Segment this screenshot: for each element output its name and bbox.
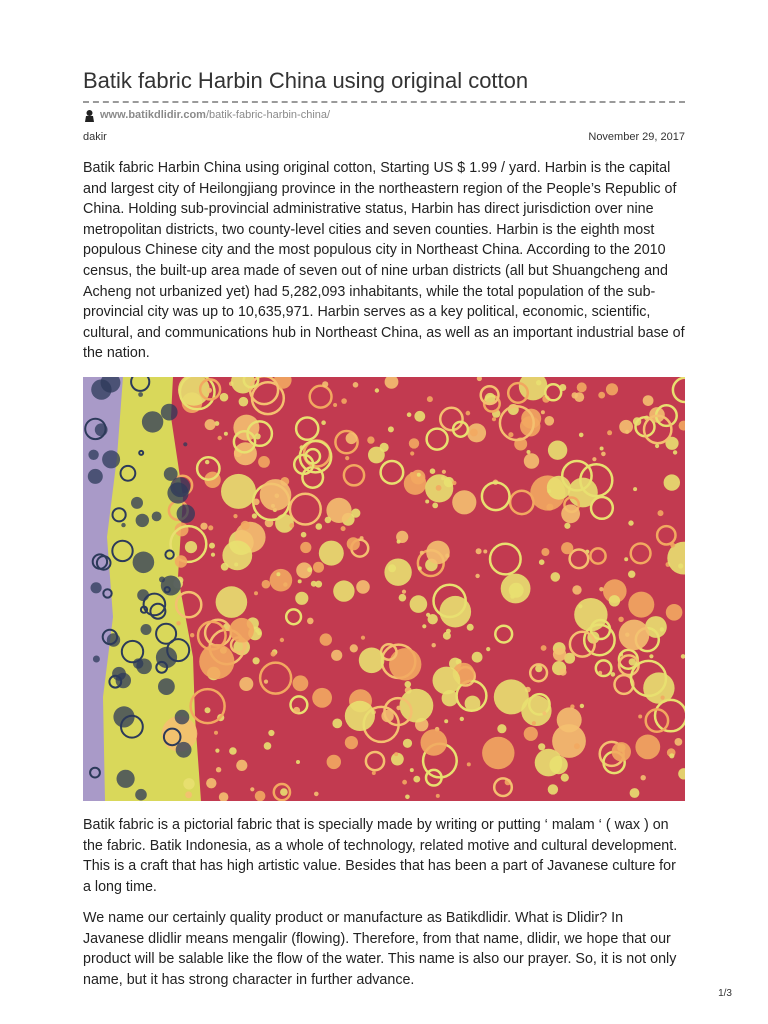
fabric-dot bbox=[262, 580, 271, 589]
fabric-dot bbox=[345, 456, 349, 460]
fabric-dot bbox=[394, 752, 398, 756]
source-path-link[interactable]: /batik-fabric-harbin-china/ bbox=[205, 109, 331, 121]
fabric-dot bbox=[206, 778, 216, 788]
fabric-dot bbox=[486, 647, 490, 651]
fabric-side-dot bbox=[152, 512, 162, 522]
fabric-dot bbox=[541, 410, 545, 414]
fabric-dot bbox=[402, 590, 406, 594]
fabric-dot bbox=[547, 489, 551, 493]
fabric-side-dot bbox=[88, 450, 98, 460]
fabric-dot bbox=[557, 707, 582, 732]
fabric-dot bbox=[199, 644, 234, 679]
fabric-dot bbox=[280, 788, 288, 796]
fabric-dot bbox=[425, 500, 429, 504]
fabric-dot bbox=[553, 648, 566, 661]
fabric-dot bbox=[492, 417, 496, 421]
fabric-dot bbox=[618, 617, 623, 622]
fabric-dot bbox=[311, 581, 317, 587]
fabric-side-dot bbox=[117, 770, 135, 788]
fabric-dot bbox=[494, 679, 529, 714]
fabric-side-dot bbox=[142, 411, 163, 432]
fabric-dot bbox=[216, 767, 221, 772]
fabric-dot bbox=[661, 696, 665, 700]
fabric-dot bbox=[440, 596, 472, 628]
fabric-dot bbox=[619, 420, 633, 434]
fabric-dot bbox=[598, 392, 605, 399]
fabric-dot bbox=[561, 504, 580, 523]
fabric-side-dot bbox=[159, 577, 165, 583]
fabric-dot bbox=[666, 604, 683, 621]
fabric-dot bbox=[483, 550, 487, 554]
fabric-dot bbox=[551, 572, 561, 582]
fabric-side-dot bbox=[167, 482, 188, 503]
fabric-dot bbox=[619, 620, 650, 651]
fabric-dot bbox=[221, 474, 256, 509]
fabric-dot bbox=[541, 645, 547, 651]
fabric-dot bbox=[211, 553, 215, 557]
fabric-dot bbox=[611, 672, 616, 677]
fabric-dot bbox=[532, 721, 536, 725]
fabric-dot bbox=[432, 643, 436, 647]
fabric-dot bbox=[655, 444, 659, 448]
fabric-dot bbox=[255, 791, 266, 801]
fabric-dot bbox=[345, 736, 358, 749]
fabric-dot bbox=[442, 470, 446, 474]
fabric-dot bbox=[313, 562, 324, 573]
fabric-dot bbox=[433, 667, 461, 695]
fabric-dot bbox=[452, 481, 456, 485]
fabric-dot bbox=[341, 526, 346, 531]
fabric-side-dot bbox=[113, 706, 134, 727]
fabric-dot bbox=[670, 543, 675, 548]
fabric-dot bbox=[421, 729, 448, 756]
fabric-dot bbox=[409, 438, 419, 448]
fabric-dot bbox=[628, 571, 635, 578]
fabric-dot bbox=[229, 618, 254, 643]
source-domain-link[interactable]: www.batikdlidir.com bbox=[100, 109, 206, 121]
fabric-side-dot bbox=[176, 742, 192, 758]
fabric-dot bbox=[508, 432, 513, 437]
fabric-dot bbox=[427, 396, 433, 402]
fabric-dot bbox=[331, 650, 342, 661]
fabric-dot bbox=[271, 651, 276, 656]
fabric-dot bbox=[222, 541, 252, 571]
fabric-dot bbox=[578, 604, 582, 608]
fabric-dot bbox=[509, 583, 524, 598]
fabric-side-dot bbox=[93, 656, 100, 663]
fabric-dot bbox=[559, 669, 566, 676]
fabric-dot bbox=[561, 774, 569, 782]
fabric-dot bbox=[410, 451, 414, 455]
fabric-side-dot bbox=[136, 659, 152, 675]
fabric-dot bbox=[664, 474, 680, 490]
paragraph-batik-definition: Batik fabric is a pictorial fabric that is specially made by writing or putting ‘ malam ‘ ( wax ) on the fabric. Batik Indonesia, as a whole of technology, related motive and cultural development. This is a craft that has high artistic value. Besides that has been a part of Javanese culture for a long time. bbox=[83, 817, 678, 895]
fabric-dot bbox=[649, 654, 653, 658]
fabric-dot bbox=[426, 541, 450, 565]
fabric-dot bbox=[524, 453, 539, 468]
fabric-dot bbox=[436, 485, 442, 491]
fabric-dot bbox=[600, 447, 604, 451]
fabric-dot bbox=[325, 517, 332, 524]
fabric-dot bbox=[548, 784, 558, 794]
fabric-dot bbox=[633, 487, 637, 491]
fabric-dot bbox=[252, 513, 257, 518]
fabric-side-dot bbox=[121, 523, 125, 527]
fabric-dot bbox=[361, 636, 365, 640]
fabric-dot bbox=[333, 403, 337, 407]
paragraph-intro: Batik fabric Harbin China using original cotton, Starting US $ 1.99 / yard. Harbin is the capital and largest city of Heilongjiang province in the northeastern region of the People’s Republic of China. Holding sub-provincial administrative status, Harbin has direct jurisdiction over nine metropolitan districts, two county-level cities and seven counties. Harbin is the eighth most populous Chinese city and the most populous city in Northeast China. According to the 2010 census, the built-up area made of seven out of nine urban districts (all but Shuangcheng and Acheng not urbanized yet) had 5,282,093 inhabitants, while the total population of the sub-provincial city was up to 10,635,971. Harbin serves as a key political, economic, scientific, cultural, and communications hub in Northeast China, as well as an important industrial base of the nation. bbox=[83, 160, 685, 362]
fabric-side-dot bbox=[161, 404, 178, 421]
fabric-dot bbox=[446, 629, 451, 634]
fabric-dot bbox=[351, 509, 360, 518]
fabric-dot bbox=[418, 566, 422, 570]
fabric-dot bbox=[539, 559, 545, 565]
fabric-dot bbox=[561, 542, 573, 554]
fabric-dot bbox=[183, 778, 194, 789]
fabric-dot bbox=[577, 382, 587, 392]
fabric-dot bbox=[546, 504, 553, 511]
fabric-dot bbox=[465, 696, 481, 712]
fabric-dot bbox=[548, 441, 567, 460]
fabric-dot bbox=[403, 739, 412, 748]
fabric-dot bbox=[220, 393, 229, 402]
fabric-dot bbox=[607, 430, 612, 435]
fabric-dot bbox=[482, 737, 514, 769]
fabric-dot bbox=[542, 711, 546, 715]
fabric-dot bbox=[432, 503, 438, 509]
fabric-dot bbox=[476, 548, 482, 554]
fabric-dot bbox=[460, 717, 464, 721]
fabric-dot bbox=[417, 473, 421, 477]
fabric-dot bbox=[422, 624, 426, 628]
fabric-dot bbox=[298, 579, 302, 583]
fabric-dot bbox=[388, 426, 394, 432]
fabric-dot bbox=[312, 688, 332, 708]
fabric-dot bbox=[638, 715, 642, 719]
fabric-dot bbox=[214, 731, 218, 735]
fabric-dot bbox=[367, 436, 374, 443]
fabric-dot bbox=[332, 719, 342, 729]
fabric-dot bbox=[397, 540, 401, 544]
fabric-dot bbox=[280, 638, 284, 642]
fabric-dot bbox=[185, 791, 192, 798]
paragraph-brand-name: We name our certainly quality product or manufacture as Batikdlidir. What is Dlidir? In Javanese dlidlir means mengalir (flowing). Therefore, from that name, dlidir, we hope that our product will be salable like the flow of the water. This name is also our prayer. So, it is not only name, but it has strong character in further advance. bbox=[83, 910, 677, 988]
fabric-dot bbox=[216, 586, 248, 618]
fabric-dot bbox=[319, 541, 344, 566]
fabric-dot bbox=[295, 592, 308, 605]
batik-fabric-image bbox=[83, 377, 685, 801]
fabric-dot bbox=[218, 436, 222, 440]
fabric-side-dot bbox=[175, 710, 190, 725]
fabric-dot bbox=[545, 416, 555, 426]
fabric-dot bbox=[574, 743, 580, 749]
fabric-dot bbox=[175, 555, 187, 567]
fabric-dot bbox=[360, 536, 364, 540]
fabric-dot bbox=[472, 652, 483, 663]
fabric-dot bbox=[675, 738, 683, 746]
fabric-dot bbox=[209, 543, 215, 549]
fabric-dot bbox=[538, 743, 545, 750]
fabric-dot bbox=[260, 479, 292, 511]
fabric-dot bbox=[405, 795, 410, 800]
fabric-dot bbox=[205, 707, 211, 713]
fabric-dot bbox=[628, 592, 654, 618]
fabric-dot bbox=[414, 411, 425, 422]
fabric-dot bbox=[208, 525, 213, 530]
publish-date: November 29, 2017 bbox=[588, 131, 685, 143]
fabric-dot bbox=[327, 755, 341, 769]
fabric-dot bbox=[579, 433, 584, 438]
fabric-dot bbox=[200, 523, 207, 530]
fabric-dot bbox=[270, 569, 293, 592]
fabric-dot bbox=[276, 572, 280, 576]
author-name: dakir bbox=[83, 131, 107, 143]
fabric-side-dot bbox=[177, 505, 195, 523]
fabric-dot bbox=[430, 468, 436, 474]
fabric-dot bbox=[353, 382, 359, 388]
fabric-dot bbox=[470, 429, 478, 437]
fabric-side-dot bbox=[136, 514, 149, 527]
fabric-dot bbox=[467, 762, 471, 766]
fabric-dot bbox=[599, 587, 603, 591]
fabric-dot bbox=[669, 753, 674, 758]
source-line bbox=[83, 107, 330, 123]
fabric-dot bbox=[233, 514, 237, 518]
fabric-dot bbox=[402, 780, 407, 785]
fabric-dot bbox=[350, 644, 358, 652]
fabric-dot bbox=[215, 749, 219, 753]
fabric-dot bbox=[572, 392, 578, 398]
fabric-dot bbox=[444, 719, 448, 723]
fabric-dot bbox=[176, 621, 180, 625]
fabric-dot bbox=[314, 792, 319, 797]
fabric-dot bbox=[643, 672, 674, 703]
fabric-dot bbox=[580, 704, 584, 708]
fabric-dot bbox=[239, 397, 249, 407]
fabric-dot bbox=[612, 742, 631, 761]
fabric-dot bbox=[316, 523, 323, 530]
fabric-dot bbox=[346, 433, 358, 445]
fabric-dot bbox=[384, 559, 411, 586]
fabric-side-dot bbox=[131, 497, 143, 509]
fabric-dot bbox=[405, 681, 412, 688]
fabric-dot bbox=[224, 432, 228, 436]
fabric-dot bbox=[356, 580, 370, 594]
site-favicon-icon bbox=[83, 109, 96, 122]
fabric-dot bbox=[641, 775, 646, 780]
fabric-dot bbox=[475, 574, 479, 578]
fabric-dot bbox=[253, 499, 260, 506]
fabric-dot bbox=[601, 452, 606, 457]
fabric-dot bbox=[239, 677, 253, 691]
fabric-side-dot bbox=[158, 678, 175, 695]
fabric-dot bbox=[322, 381, 328, 387]
fabric-dot bbox=[592, 457, 596, 461]
fabric-dot bbox=[345, 701, 375, 731]
fabric-dot bbox=[347, 537, 360, 550]
fabric-dot bbox=[635, 735, 660, 760]
fabric-dot bbox=[572, 585, 581, 594]
fabric-dot bbox=[229, 747, 237, 755]
fabric-dot bbox=[289, 523, 294, 528]
fabric-dot bbox=[673, 450, 677, 454]
fabric-dot bbox=[307, 618, 314, 625]
fabric-dot bbox=[207, 388, 212, 393]
fabric-dot bbox=[258, 456, 270, 468]
fabric-dot bbox=[564, 523, 570, 529]
fabric-dot bbox=[643, 395, 654, 406]
fabric-dot bbox=[609, 595, 620, 606]
fabric-side-dot bbox=[138, 392, 143, 397]
fabric-dot bbox=[399, 594, 407, 602]
page-title: Batik fabric Harbin China using original cotton bbox=[83, 68, 529, 93]
fabric-dot bbox=[268, 730, 274, 736]
article-meta bbox=[83, 131, 685, 147]
title-divider bbox=[83, 101, 685, 103]
fabric-dot bbox=[241, 521, 250, 530]
fabric-dot bbox=[190, 633, 194, 637]
fabric-dot bbox=[296, 760, 300, 764]
fabric-dot bbox=[624, 557, 628, 561]
fabric-dot bbox=[606, 383, 618, 395]
fabric-dot bbox=[333, 580, 354, 601]
fabric-dot bbox=[535, 749, 563, 777]
fabric-side-dot bbox=[135, 789, 147, 801]
fabric-dot bbox=[658, 510, 664, 516]
page-number: 1/3 bbox=[718, 988, 732, 999]
fabric-dot bbox=[524, 727, 538, 741]
fabric-dot bbox=[293, 675, 309, 691]
fabric-dot bbox=[205, 419, 216, 430]
fabric-dot bbox=[535, 665, 542, 672]
fabric-dot bbox=[205, 460, 209, 464]
fabric-dot bbox=[185, 541, 197, 553]
fabric-dot bbox=[497, 724, 506, 733]
fabric-dot bbox=[264, 742, 272, 750]
fabric-side-dot bbox=[88, 469, 103, 484]
fabric-side-dot bbox=[141, 624, 152, 635]
fabric-dot bbox=[598, 671, 602, 675]
fabric-dot bbox=[359, 648, 385, 674]
fabric-dot bbox=[428, 614, 438, 624]
fabric-side-dot bbox=[91, 582, 102, 593]
fabric-dot bbox=[388, 564, 396, 572]
fabric-dot bbox=[541, 548, 549, 556]
fabric-side-dot bbox=[164, 467, 178, 481]
fabric-side-dot bbox=[133, 552, 155, 574]
fabric-dot bbox=[404, 472, 427, 495]
fabric-dot bbox=[301, 532, 307, 538]
fabric-dot bbox=[452, 490, 476, 514]
fabric-dot bbox=[466, 411, 471, 416]
fabric-dot bbox=[257, 631, 261, 635]
fabric-dot bbox=[320, 633, 332, 645]
fabric-dot bbox=[400, 689, 434, 723]
fabric-dot bbox=[410, 472, 415, 477]
fabric-dot bbox=[250, 787, 254, 791]
fabric-dot bbox=[413, 776, 420, 783]
fabric-dot bbox=[372, 771, 376, 775]
fabric-dot bbox=[307, 567, 312, 572]
fabric-dot bbox=[264, 680, 268, 684]
fabric-dot bbox=[236, 760, 247, 771]
fabric-dot bbox=[389, 648, 421, 680]
fabric-dot bbox=[254, 591, 258, 595]
fabric-side-dot bbox=[183, 442, 187, 446]
fabric-dot bbox=[630, 788, 640, 798]
fabric-dot bbox=[380, 443, 389, 452]
fabric-dot bbox=[410, 595, 428, 613]
fabric-dot bbox=[253, 657, 260, 664]
fabric-dot bbox=[467, 624, 474, 631]
fabric-dot bbox=[527, 450, 531, 454]
fabric-dot bbox=[321, 420, 326, 425]
fabric-dot bbox=[628, 520, 633, 525]
fabric-dot bbox=[407, 412, 412, 417]
fabric-dot bbox=[300, 542, 311, 553]
fabric-dot bbox=[396, 706, 401, 711]
fabric-dot bbox=[293, 707, 300, 714]
fabric-dot bbox=[375, 388, 379, 392]
fabric-side-dot bbox=[102, 450, 120, 468]
fabric-dot bbox=[420, 551, 424, 555]
fabric-dot bbox=[341, 398, 347, 404]
fabric-dot bbox=[436, 794, 440, 798]
fabric-dot bbox=[410, 768, 414, 772]
